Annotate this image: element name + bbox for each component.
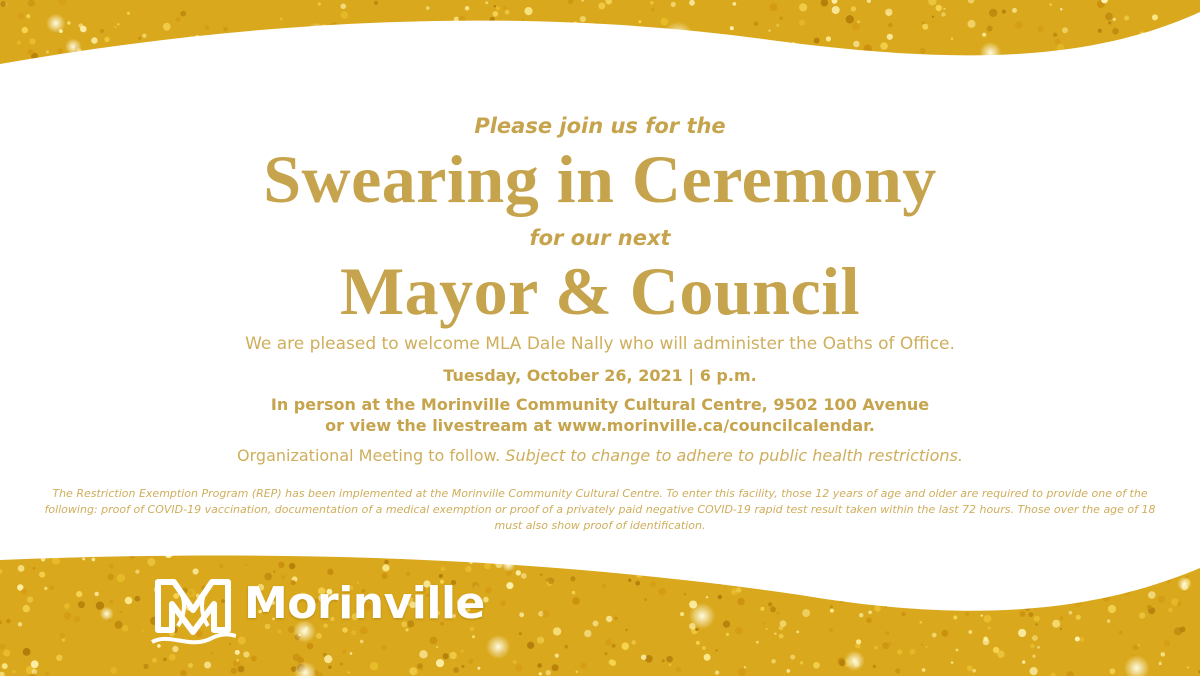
morinville-wordmark: Morinville <box>244 578 485 629</box>
location-line-1: In person at the Morinville Community Cultural Centre, 9502 100 Avenue <box>270 395 930 414</box>
rep-disclaimer: The Restriction Exemption Program (REP) has been implemented at the Morinville Community Cultural Centre. To enter this facility, those 12 years of age and older are required to provide one of the following: proof of COVID-19 vaccination, documentation of a medical exemption or proof of a privately paid negative COVID-19 rapid test result taken within the last 72 hours. Those over the age of 18 must also show proof of identification. <box>44 487 1156 532</box>
event-title: Swearing in Ceremony <box>263 141 937 217</box>
livestream-link-line[interactable]: or view the livestream at www.morinville.ca/councilcalendar. <box>325 416 875 435</box>
followup-notice: Subject to change to adhere to public health restrictions. <box>505 446 963 465</box>
event-subtitle: Mayor & Council <box>340 253 860 329</box>
morinville-m-icon <box>150 570 236 650</box>
followup-text <box>0 446 1200 465</box>
event-datetime: Tuesday, October 26, 2021 | 6 p.m. <box>443 366 757 385</box>
connector-text: for our next <box>529 226 671 250</box>
followup-meeting: Organizational Meeting to follow. <box>237 446 501 465</box>
intro-text: Please join us for the <box>474 114 726 138</box>
welcome-text: We are pleased to welcome MLA Dale Nally who will administer the Oaths of Office. <box>245 334 955 354</box>
event-location <box>0 394 1200 436</box>
morinville-logo <box>150 570 485 650</box>
